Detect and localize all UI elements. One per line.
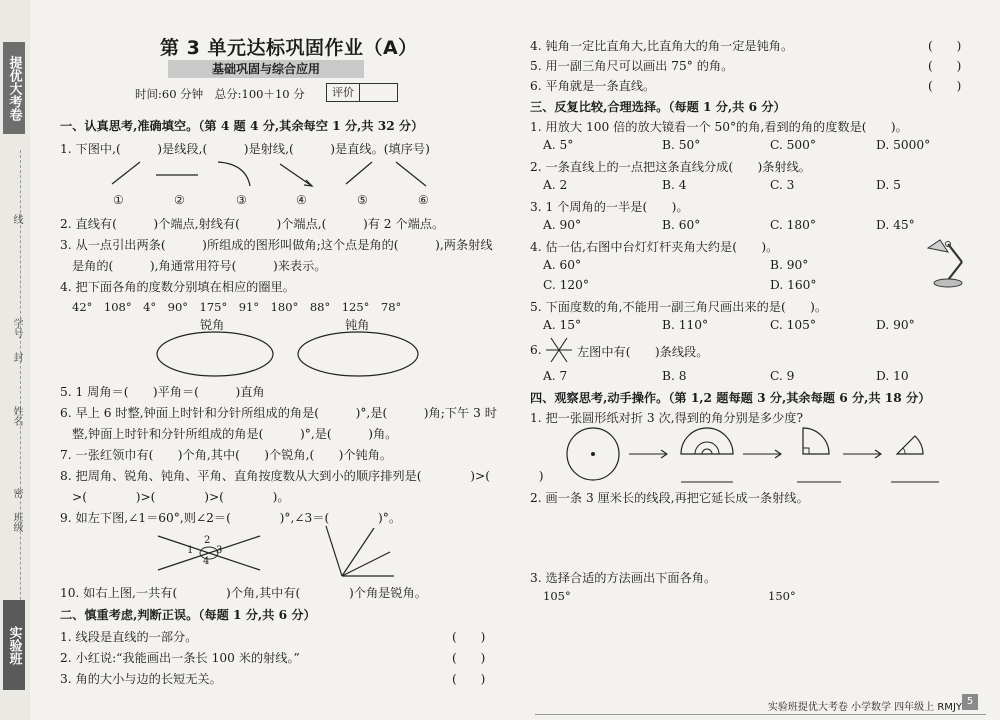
judge-question-2: 2. 小红说:“我能画出一条长 100 米的射线。” [60, 651, 300, 665]
section-1-title: 一、认真思考,准确填空。（第 4 题 4 分,其余每空 1 分,共 32 分） [60, 119, 424, 133]
operation-question-2: 2. 画一条 3 厘米长的线段,再把它延长成一条射线。 [530, 491, 809, 505]
section-4-title: 四、观察思考,动手操作。（第 1,2 题每题 3 分,其余每题 6 分,共 18 分） [530, 391, 931, 405]
choice-option[interactable]: D. 160° [770, 278, 817, 292]
q1-fig-label: ④ [296, 193, 307, 207]
desk-lamp-icon [918, 236, 978, 292]
q1-fig-label: ③ [236, 193, 247, 207]
question-2: 2. 直线有( )个端点,射线有( )个端点,( )有 2 个端点。 [60, 217, 445, 231]
choice-option[interactable]: C. 120° [543, 278, 589, 292]
q4-degree-list: 42° 108° 4° 90° 175° 91° 180° 88° 125° 78° [72, 300, 402, 314]
choice-option[interactable]: D. 45° [876, 218, 915, 232]
choice-question-1: 1. 用放大 100 倍的放大镜看一个 50°的角,看到的角的度数是( )。 [530, 120, 908, 134]
binding-label: 封 [11, 352, 22, 362]
judge-answer-6[interactable]: ( ) [928, 79, 962, 93]
question-6-line-1: 6. 早上 6 时整,钟面上时针和分针所组成的角是( )°,是( )角;下午 3 时 [60, 406, 497, 420]
q4-acute-label: 锐角 [200, 318, 225, 332]
q9-angle-label: 2 [204, 535, 211, 546]
choice-option[interactable]: D. 90° [876, 318, 915, 332]
choice-question-6: 左图中有( )条线段。 [577, 345, 709, 359]
question-4: 4. 把下面各角的度数分别填在相应的圈里。 [60, 280, 295, 294]
binding-label: 密 [11, 488, 22, 498]
question-8-line-2: >( )>( )>( )。 [72, 490, 290, 504]
judge-question-3: 3. 角的大小与边的长短无关。 [60, 672, 222, 686]
question-8-line-1: 8. 把周角、锐角、钝角、平角、直角按度数从大到小的顺序排列是( )>( ) [60, 469, 544, 483]
binding-strip [0, 0, 30, 720]
q1-line-figures [100, 158, 440, 194]
brand-tag-top: 提优大考卷 [3, 42, 25, 134]
page-subtitle: 基础巩固与综合应用 [168, 60, 364, 78]
choice-option[interactable]: B. 4 [662, 178, 687, 192]
angle-to-draw-105: 105° [543, 589, 571, 603]
choice-option[interactable]: A. 90° [543, 218, 582, 232]
section-3-title: 三、反复比较,合理选择。（每题 1 分,共 6 分） [530, 100, 786, 114]
q1-fig-label: ⑤ [357, 193, 368, 207]
judge-answer-2[interactable]: ( ) [452, 651, 486, 665]
q9-angle-label: 4 [203, 556, 210, 567]
brand-tag-bottom: 实验班 [3, 600, 25, 690]
question-3-line-2: 是角的( ),角通常用符号( )来表示。 [72, 259, 327, 273]
judge-question-4: 4. 钝角一定比直角大,比直角大的角一定是钝角。 [530, 39, 794, 53]
footer-book-info: 实验班提优大考卷 小学数学 四年级上 RMJY [767, 702, 962, 713]
choice-option[interactable]: B. 50° [662, 138, 701, 152]
question-6-line-2: 整,钟面上时针和分针所组成的角是( )°,是( )角。 [72, 427, 398, 441]
section-2-title: 二、慎重考虑,判断正误。（每题 1 分,共 6 分） [60, 608, 316, 622]
question-3-line-1: 3. 从一点引出两条( )所组成的图形叫做角;这个点是角的( ),两条射线 [60, 238, 493, 252]
choice-option[interactable]: B. 110° [662, 318, 709, 332]
q9-angle-label: 1 [187, 545, 194, 556]
judge-answer-1[interactable]: ( ) [452, 630, 486, 644]
choice-option[interactable]: A. 60° [543, 258, 582, 272]
q10-rays-figure [318, 520, 398, 580]
choice-option[interactable]: B. 90° [770, 258, 809, 272]
binding-label-class: 班级 [11, 512, 22, 532]
paper-folding-figure [565, 426, 965, 486]
choice-question-4: 4. 估一估,右图中台灯灯杆夹角大约是( )。 [530, 240, 779, 254]
question-9: 9. 如左下图,∠1＝60°,则∠2＝( )°,∠3＝( )°。 [60, 511, 402, 525]
choice-option[interactable]: A. 5° [543, 138, 574, 152]
choice-option[interactable]: D. 10 [876, 369, 909, 383]
page-title: 第 3 单元达标巩固作业（A） [160, 37, 418, 59]
operation-question-3: 3. 选择合适的方法画出下面各角。 [530, 571, 717, 585]
q4-answer-ovals[interactable] [155, 330, 435, 378]
time-and-score: 时间:60 分钟 总分:100＋10 分 [135, 87, 305, 101]
binding-label: 线 [11, 214, 22, 224]
choice-option[interactable]: C. 500° [770, 138, 816, 152]
choice-option[interactable]: A. 15° [543, 318, 582, 332]
footer-divider [535, 714, 986, 715]
choice-option[interactable]: A. 2 [543, 178, 568, 192]
choice-question-6-number: 6. [530, 343, 542, 357]
operation-question-1: 1. 把一张圆形纸对折 3 次,得到的角分别是多少度? [530, 411, 803, 425]
choice-option[interactable]: C. 3 [770, 178, 795, 192]
choice-question-2: 2. 一条直线上的一点把这条直线分成( )条射线。 [530, 160, 811, 174]
choice-option[interactable]: C. 105° [770, 318, 816, 332]
question-5: 5. 1 周角＝( )平角＝( )直角 [60, 385, 265, 399]
binding-label-student-no: 学号 [11, 318, 22, 338]
evaluation-label: 评价 [327, 84, 360, 101]
q6-star-lines-figure [544, 336, 574, 364]
question-10: 10. 如右上图,一共有( )个角,其中有( )个角是锐角。 [60, 586, 427, 600]
angle-to-draw-150: 150° [768, 589, 796, 603]
q1-fig-label: ⑥ [418, 193, 429, 207]
q1-fig-label: ① [113, 193, 124, 207]
q9-angle-label: 3 [216, 545, 223, 556]
cut-line [20, 150, 21, 650]
question-7: 7. 一张红领巾有( )个角,其中( )个锐角,( )个钝角。 [60, 448, 393, 462]
judge-answer-3[interactable]: ( ) [452, 672, 486, 686]
choice-option[interactable]: B. 8 [662, 369, 687, 383]
judge-answer-5[interactable]: ( ) [928, 59, 962, 73]
q4-obtuse-label: 钝角 [345, 318, 370, 332]
choice-question-3: 3. 1 个周角的一半是( )。 [530, 200, 689, 214]
choice-option[interactable]: C. 9 [770, 369, 795, 383]
q1-fig-label: ② [174, 193, 185, 207]
question-1: 1. 下图中,( )是线段,( )是射线,( )是直线。(填序号) [60, 142, 430, 156]
choice-option[interactable]: A. 7 [543, 369, 568, 383]
binding-label-name: 姓名 [11, 406, 22, 426]
judge-question-5: 5. 用一副三角尺可以画出 75° 的角。 [530, 59, 734, 73]
choice-option[interactable]: D. 5 [876, 178, 901, 192]
choice-question-5: 5. 下面度数的角,不能用一副三角尺画出来的是( )。 [530, 300, 828, 314]
page-number: 5 [962, 694, 978, 710]
judge-question-1: 1. 线段是直线的一部分。 [60, 630, 198, 644]
judge-answer-4[interactable]: ( ) [928, 39, 962, 53]
choice-option[interactable]: C. 180° [770, 218, 816, 232]
choice-option[interactable]: D. 5000° [876, 138, 931, 152]
evaluation-box[interactable] [326, 83, 398, 102]
choice-option[interactable]: B. 60° [662, 218, 701, 232]
judge-question-6: 6. 平角就是一条直线。 [530, 79, 656, 93]
